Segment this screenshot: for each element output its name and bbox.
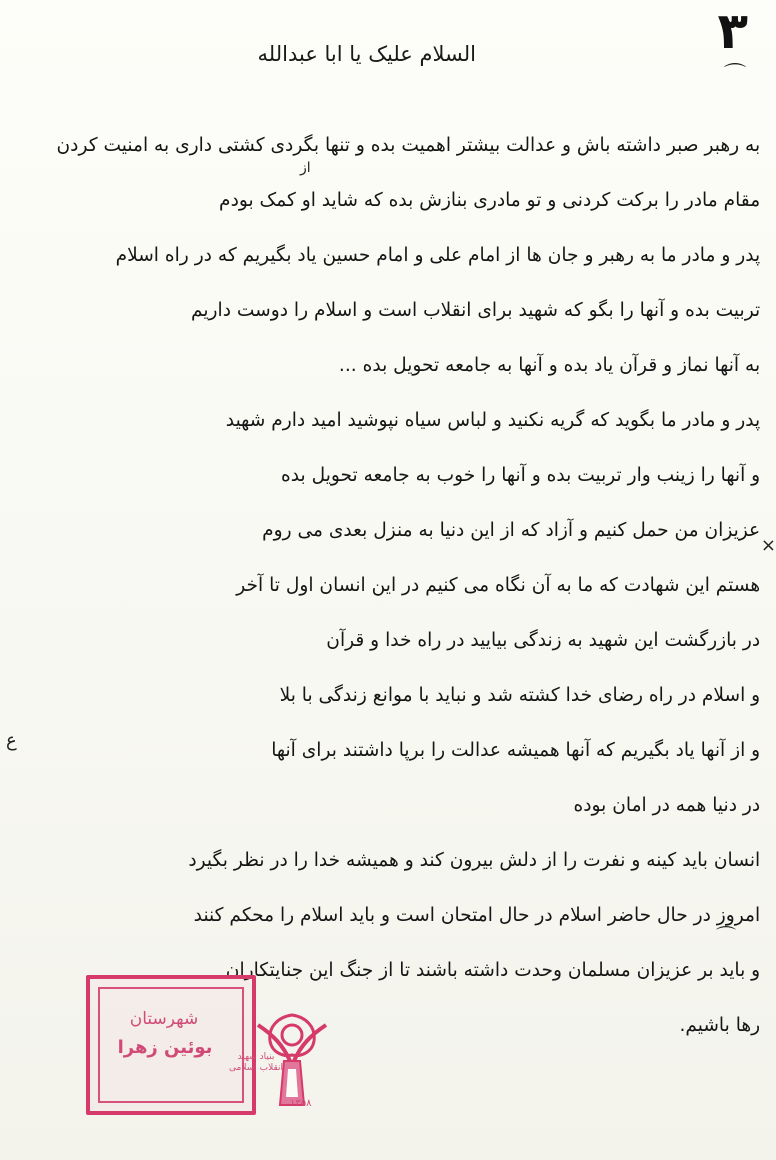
- text-line: هستم این شهادت که ما به آن نگاه می کنیم در این انسان اول تا آخر: [236, 574, 761, 596]
- text-line: پدر و مادر ما بگوید که گریه نکنید و لباس سیاه نپوشید امید دارم شهید: [225, 409, 761, 431]
- margin-mark: ⌒: [716, 924, 736, 948]
- text-line: پدر و مادر ما به رهبر و جان ها از امام علی و امام حسین یاد بگیریم که در راه اسلام: [115, 244, 761, 266]
- salutation-line: السلام علیک یا ابا عبدالله: [257, 42, 476, 66]
- emblem-caption: بنیاد شهید انقلاب اسلامی: [229, 1052, 283, 1073]
- letter-body: [8, 122, 768, 1057]
- stamp-city-label: شهرستان: [129, 1009, 199, 1029]
- text-line: در دنیا همه در امان بوده: [573, 794, 761, 816]
- text-line: عزیزان من حمل کنیم و آزاد که از این دنیا به منزل بعدی می روم: [262, 519, 761, 541]
- text-line: رها باشیم.: [679, 1014, 761, 1036]
- text-line: و آنها را زینب وار تربیت بده و آنها را خوب به جامعه تحویل بده: [281, 464, 761, 486]
- stamp-city-name: بوئین زهرا: [117, 1037, 213, 1058]
- text-line: امروز در حال حاضر اسلام در حال امتحان است و باید اسلام را محکم کنند: [193, 904, 761, 926]
- text-line: به رهبر صبر داشته باش و عدالت بیشتر اهمیت بده و تنها بگردی کشتی داری به امنیت کردن: [56, 134, 761, 156]
- text-line: به آنها نماز و قرآن یاد بده و آنها به جامعه تحویل بده ...: [338, 354, 761, 376]
- office-stamp: [86, 975, 256, 1115]
- text-line: انسان باید کینه و نفرت را از دلش بیرون کند و همیشه خدا را در نظر بگیرد: [188, 849, 761, 871]
- text-line: و اسلام در راه رضای خدا کشته شد و نباید با موانع زندگی با بلا: [279, 684, 761, 706]
- text-line: در بازرگشت این شهید به زندگی بیایید در راه خدا و قرآن: [326, 629, 761, 651]
- emblem-year: ۱۳۵۸: [290, 1098, 312, 1109]
- margin-mark: ⌒: [723, 63, 746, 88]
- text-line: و از آنها یاد بگیریم که آنها همیشه عدالت را برپا داشتند برای آنها: [271, 739, 761, 761]
- page-number: ۳: [717, 2, 748, 60]
- margin-mark: ع: [6, 730, 17, 751]
- text-line: و باید بر عزیزان مسلمان وحدت داشته باشند تا از جنگ این جنایتکاران: [225, 959, 761, 981]
- margin-mark: ×: [760, 535, 776, 556]
- text-line: تربیت بده و آنها را بگو که شهید برای انقلاب است و اسلام را دوست داریم: [190, 299, 761, 321]
- text-line: مقام مادر را برکت کردنی و تو مادری بنازش بده که شاید او کمک بودم: [219, 189, 761, 211]
- interlinear-note: از: [300, 160, 311, 176]
